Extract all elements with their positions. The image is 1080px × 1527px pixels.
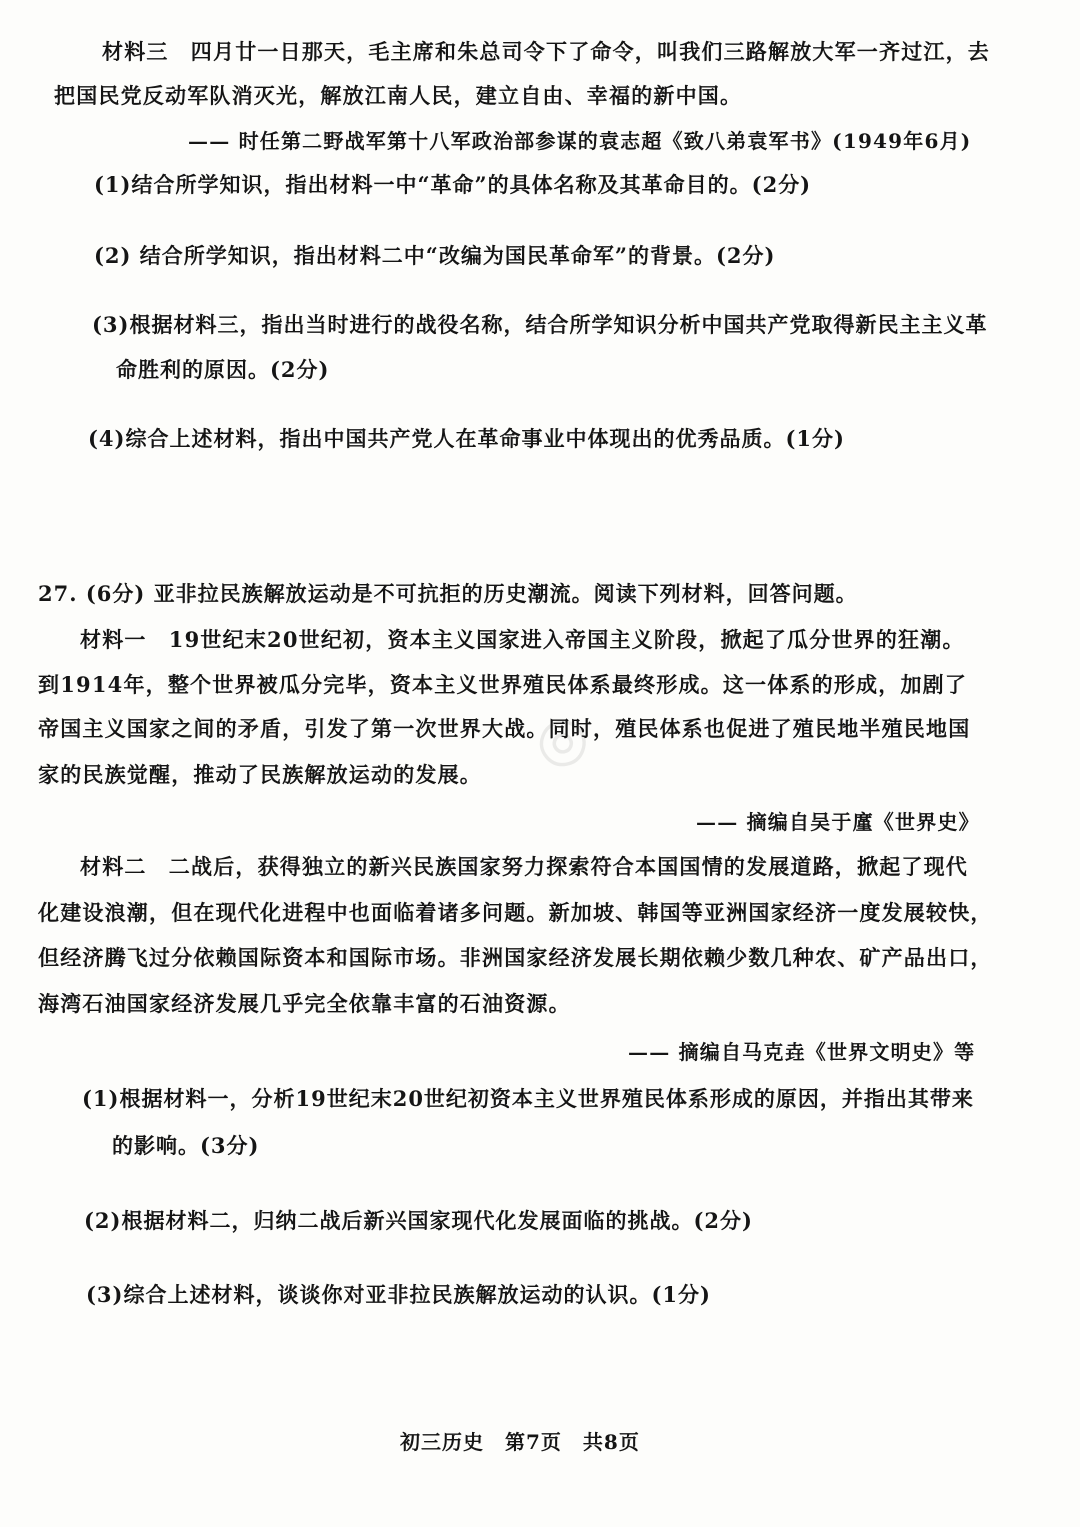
q27-material1-source: —— 摘编自吴于廑《世界史》 [696,810,980,834]
q27-1-line2: 的影响。(3分) [112,1133,260,1158]
q27-material2-source: —— 摘编自马克垚《世界文明史》等 [628,1040,976,1064]
material3-line2: 把国民党反动军队消灭光，解放江南人民，建立自由、幸福的新中国。 [54,83,743,108]
q27-material1-line3: 帝国主义国家之间的矛盾，引发了第一次世界大战。同时，殖民体系也促进了殖民地半殖民地国 [38,716,971,741]
q27-material1-line2: 到1914年，整个世界被瓜分完毕，资本主义世界殖民体系最终形成。这一体系的形成，加剧了 [38,672,968,697]
watermark: ◎ [517,696,603,784]
material3-source: —— 时任第二野战军第十八军政治部参谋的袁志超《致八弟袁军书》(1949年6月) [188,129,972,153]
q26-2: (2) 结合所学知识，指出材料二中“改编为国民革命军”的背景。(2分) [94,243,776,268]
material3-line1: 材料三 四月廿一日那天，毛主席和朱总司令下了命令，叫我们三路解放大军一齐过江，去 [102,39,990,64]
q27-header: 27. (6分) 亚非拉民族解放运动是不可抗拒的历史潮流。阅读下列材料，回答问题。 [38,581,858,606]
q27-2: (2)根据材料二，归纳二战后新兴国家现代化发展面临的挑战。(2分) [84,1208,753,1233]
q27-material2-line2: 化建设浪潮，但在现代化进程中也面临着诸多问题。新加坡、韩国等亚洲国家经济一度发展较快， [38,900,993,925]
q27-3: (3)综合上述材料，谈谈你对亚非拉民族解放运动的认识。(1分) [86,1282,711,1307]
q27-material2-line4: 海湾石油国家经济发展几乎完全依靠丰富的石油资源。 [38,991,571,1016]
q26-4: (4)综合上述材料，指出中国共产党人在革命事业中体现出的优秀品质。(1分) [88,426,845,451]
q27-material2-line3: 但经济腾飞过分依赖国际资本和国际市场。非洲国家经济发展长期依赖少数几种农、矿产品出口， [38,945,993,970]
q26-3-line2: 命胜利的原因。(2分) [116,357,330,382]
page-footer: 初三历史 第7页 共8页 [400,1430,640,1454]
q27-material2-line1: 材料二 二战后，获得独立的新兴民族国家努力探索符合本国国情的发展道路，掀起了现代 [80,854,968,879]
q27-1-line1: (1)根据材料一，分析19世纪末20世纪初资本主义世界殖民体系形成的原因，并指出其带来 [82,1086,974,1111]
q26-3-line1: (3)根据材料三，指出当时进行的战役名称，结合所学知识分析中国共产党取得新民主主义革 [92,312,988,337]
q27-material1-line1: 材料一 19世纪末20世纪初，资本主义国家进入帝国主义阶段，掀起了瓜分世界的狂潮。 [80,627,965,652]
q26-1: (1)结合所学知识，指出材料一中“革命”的具体名称及其革命目的。(2分) [94,172,812,197]
q27-material1-line4: 家的民族觉醒，推动了民族解放运动的发展。 [38,762,482,787]
